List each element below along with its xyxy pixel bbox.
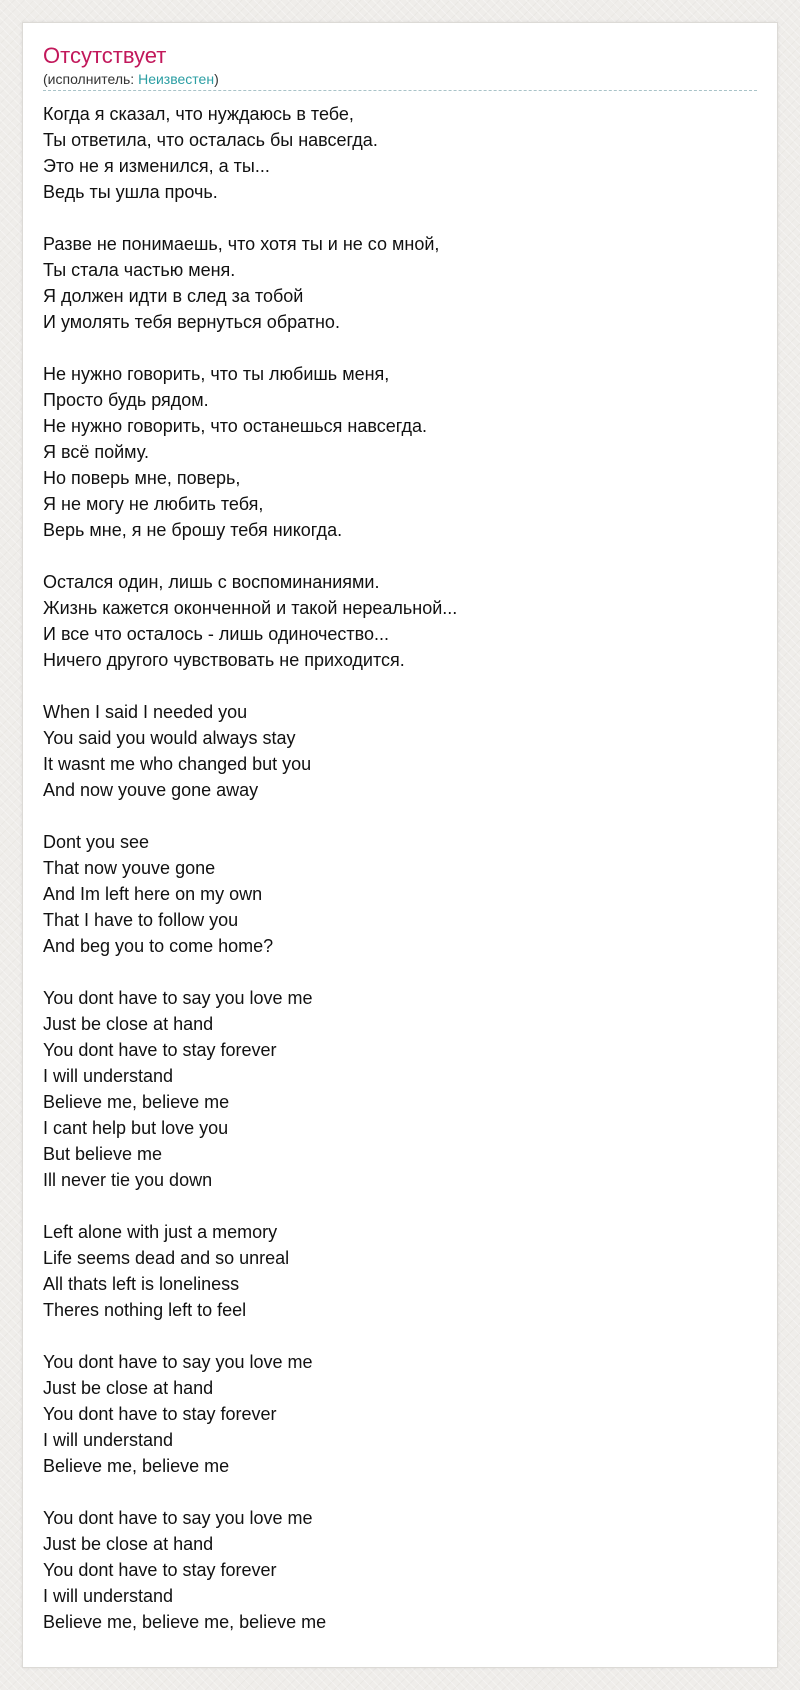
lyrics-line: You dont have to stay forever	[43, 1404, 277, 1424]
lyrics-line: I cant help but love you	[43, 1118, 229, 1138]
lyrics-line: And now youve gone away	[43, 780, 259, 800]
lyrics-stanza	[43, 1505, 757, 1635]
lyrics-body	[43, 101, 757, 1635]
lyrics-line: Ты стала частью меня.	[43, 260, 236, 280]
lyrics-line: When I said I needed you	[43, 702, 248, 722]
lyrics-line: Ведь ты ушла прочь.	[43, 182, 218, 202]
lyrics-line: Ничего другого чувствовать не приходится.	[43, 650, 405, 670]
lyrics-line: Остался один, лишь с воспоминаниями.	[43, 572, 380, 592]
lyrics-stanza	[43, 829, 757, 959]
lyrics-line: И все что осталось - лишь одиночество...	[43, 624, 390, 644]
lyrics-stanza	[43, 1219, 757, 1323]
lyrics-line: Разве не понимаешь, что хотя ты и не со мной,	[43, 234, 440, 254]
lyrics-line: You dont have to say you love me	[43, 1508, 313, 1528]
lyrics-line: And Im left here on my own	[43, 884, 263, 904]
lyrics-line: Когда я сказал, что нуждаюсь в тебе,	[43, 104, 354, 124]
artist-link[interactable]: Неизвестен	[138, 71, 215, 87]
lyrics-line: I will understand	[43, 1066, 174, 1086]
lyrics-line: Left alone with just a memory	[43, 1222, 278, 1242]
lyrics-line: Ill never tie you down	[43, 1170, 213, 1190]
lyrics-stanza	[43, 1349, 757, 1479]
lyrics-line: И умолять тебя вернуться обратно.	[43, 312, 340, 332]
lyrics-stanza	[43, 101, 757, 205]
artist-line	[43, 70, 757, 91]
lyrics-line: Life seems dead and so unreal	[43, 1248, 290, 1268]
lyrics-line: All thats left is loneliness	[43, 1274, 240, 1294]
lyrics-stanza	[43, 699, 757, 803]
artist-prefix: (исполнитель:	[43, 71, 139, 87]
lyrics-line: I will understand	[43, 1430, 174, 1450]
lyrics-line: Я должен идти в след за тобой	[43, 286, 304, 306]
lyrics-line: Believe me, believe me	[43, 1456, 230, 1476]
lyrics-line: You dont have to say you love me	[43, 988, 313, 1008]
lyrics-stanza	[43, 361, 757, 543]
lyrics-line: That now youve gone	[43, 858, 216, 878]
lyrics-line: Dont you see	[43, 832, 150, 852]
lyrics-line: Believe me, believe me	[43, 1092, 230, 1112]
song-title: Отсутствует	[43, 43, 167, 68]
lyrics-line: Just be close at hand	[43, 1534, 214, 1554]
lyrics-line: Theres nothing left to feel	[43, 1300, 247, 1320]
lyrics-line: That I have to follow you	[43, 910, 239, 930]
lyrics-line: You dont have to say you love me	[43, 1352, 313, 1372]
lyrics-line: Believe me, believe me, believe me	[43, 1612, 327, 1632]
lyrics-line: But believe me	[43, 1144, 163, 1164]
lyrics-line: Просто будь рядом.	[43, 390, 209, 410]
lyrics-line: Just be close at hand	[43, 1378, 214, 1398]
lyrics-line: Ты ответила, что осталась бы навсегда.	[43, 130, 378, 150]
lyrics-line: I will understand	[43, 1586, 174, 1606]
lyrics-line: Но поверь мне, поверь,	[43, 468, 241, 488]
lyrics-line: Жизнь кажется оконченной и такой нереальной...	[43, 598, 458, 618]
lyrics-line: You dont have to stay forever	[43, 1560, 277, 1580]
lyrics-line: Верь мне, я не брошу тебя никогда.	[43, 520, 343, 540]
lyrics-line: Just be close at hand	[43, 1014, 214, 1034]
artist-suffix: )	[214, 71, 219, 87]
lyrics-line: Я всё пойму.	[43, 442, 149, 462]
lyrics-line: And beg you to come home?	[43, 936, 274, 956]
lyrics-line: Не нужно говорить, что останешься навсегда.	[43, 416, 427, 436]
lyrics-line: It wasnt me who changed but you	[43, 754, 312, 774]
lyrics-stanza	[43, 985, 757, 1193]
lyrics-line: Не нужно говорить, что ты любишь меня,	[43, 364, 390, 384]
lyrics-stanza	[43, 569, 757, 673]
lyrics-line: You dont have to stay forever	[43, 1040, 277, 1060]
lyrics-line: Я не могу не любить тебя,	[43, 494, 264, 514]
lyrics-line: Это не я изменился, а ты...	[43, 156, 270, 176]
lyrics-card	[22, 22, 778, 1668]
lyrics-stanza	[43, 231, 757, 335]
lyrics-line: You said you would always stay	[43, 728, 296, 748]
